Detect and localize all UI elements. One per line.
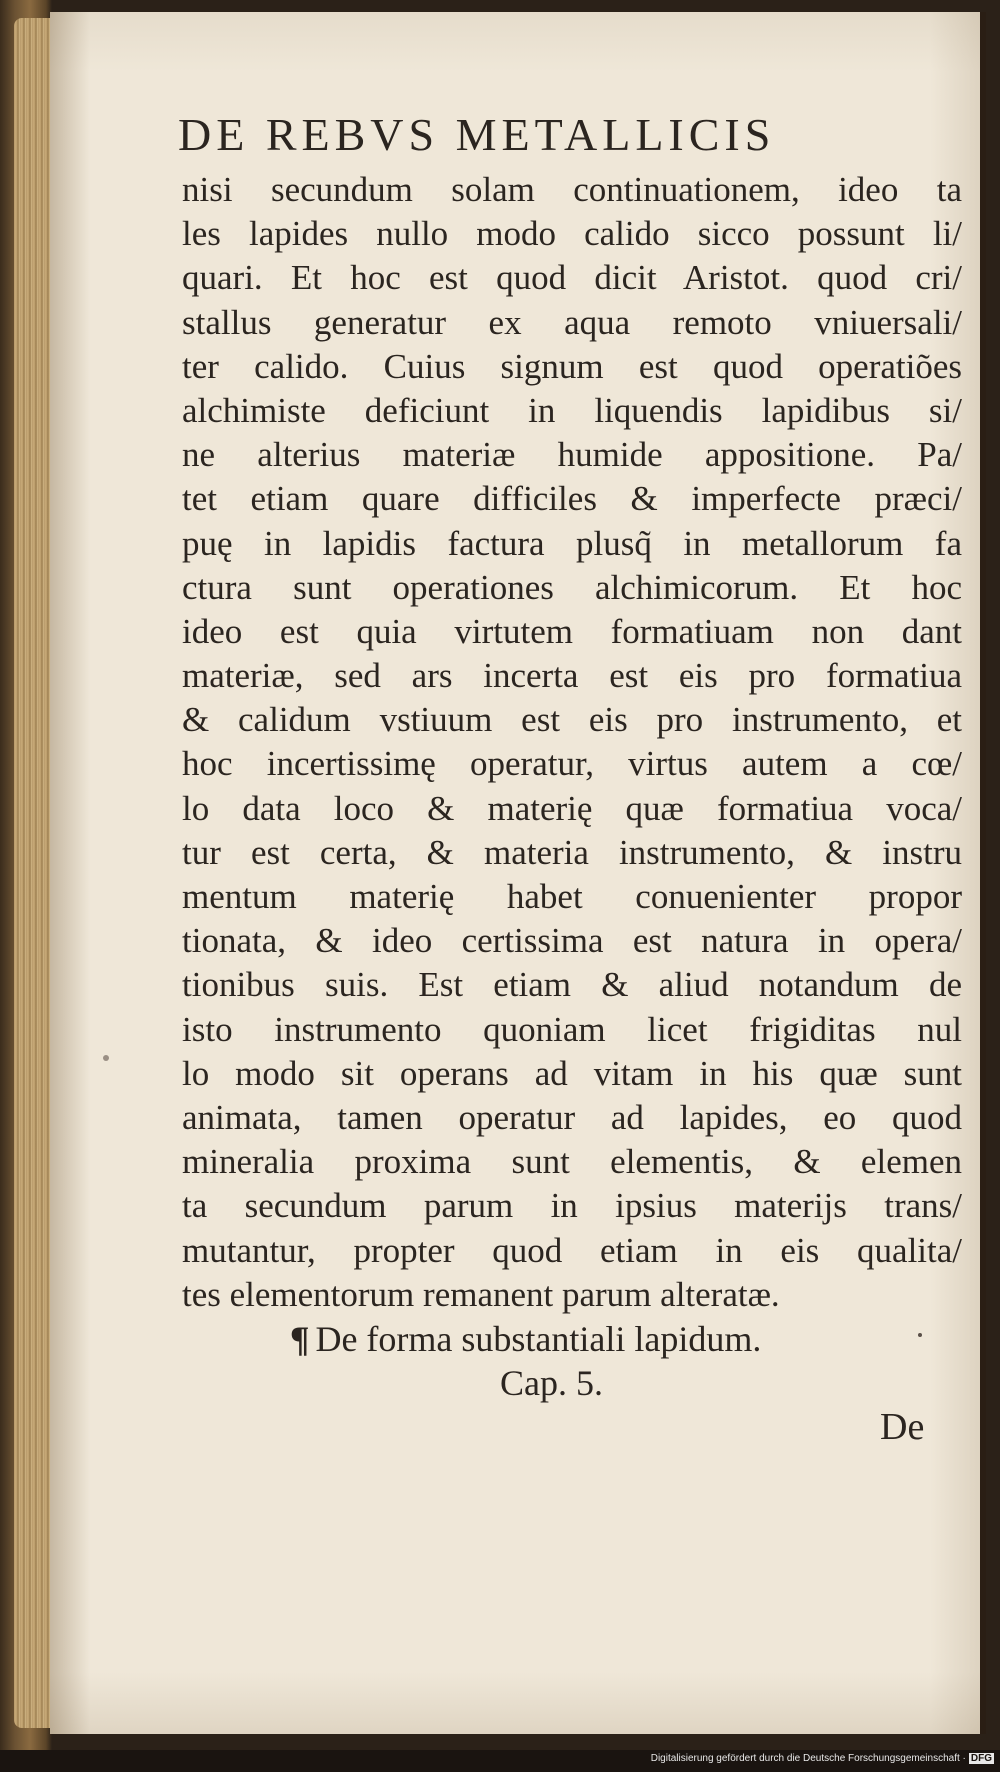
- text-line: stallus generatur ex aqua remoto vniuersali/: [182, 302, 962, 342]
- text-line: nisi secundum solam continuationem, ideo ta: [182, 170, 962, 209]
- text-line: mineralia proxima sunt elementis, & elemen: [182, 1142, 962, 1182]
- speck: [918, 1333, 922, 1337]
- book-page-edges: [14, 18, 54, 1728]
- text-line: tionata, & ideo certissima est natura in opera/: [182, 921, 962, 961]
- text-line: lo modo sit operans ad vitam in his quæ sunt: [182, 1053, 962, 1093]
- text-line: tes elementorum remanent parum alteratæ.: [182, 1274, 780, 1314]
- text-line: mentum materię habet conuenienter propor: [182, 877, 962, 916]
- text-line: quari. Et hoc est quod dicit Aristot. quod cri/: [182, 258, 962, 298]
- text-line: alchimiste deficiunt in liquendis lapidibus si/: [182, 390, 962, 430]
- text-line: lo data loco & materię quæ formatiua voca/: [182, 788, 962, 828]
- text-line: ne alterius materiæ humide appositione. Pa/: [182, 435, 962, 475]
- text-line: mutantur, propter quod etiam in eis qualita/: [182, 1230, 962, 1270]
- section-heading: [290, 1318, 761, 1360]
- text-line: tet etiam quare difficiles & imperfecte præci/: [182, 479, 962, 519]
- digitization-footer: [651, 1753, 994, 1764]
- pilcrow-mark: ¶: [290, 1319, 310, 1359]
- chapter-number: Cap. 5.: [500, 1363, 603, 1403]
- footer-text: Digitalisierung gefördert durch die Deutsche Forschungsgemeinschaft ·: [650, 1753, 966, 1764]
- text-line: ideo est quia virtutem formatiuam non dant: [182, 611, 962, 651]
- text-line: tionibus suis. Est etiam & aliud notandum de: [182, 965, 962, 1005]
- text-line: isto instrumento quoniam licet frigiditas nul: [182, 1009, 962, 1049]
- body-text: [182, 168, 962, 1317]
- text-line: animata, tamen operatur ad lapides, eo quod: [182, 1097, 962, 1137]
- text-line: les lapides nullo modo calido sicco possunt li/: [182, 214, 962, 254]
- section-title: De forma substantiali lapidum.: [315, 1319, 762, 1359]
- text-line: puę in lapidis factura plusq̃ in metallorum fa: [182, 523, 962, 563]
- running-head: DE REBVS METALLICIS: [178, 109, 776, 160]
- speck: [103, 1055, 109, 1061]
- text-line: tur est certa, & materia instrumento, & instru: [182, 832, 962, 872]
- text-line: materiæ, sed ars incerta est eis pro formatiua: [182, 656, 962, 696]
- text-line: & calidum vstiuum est eis pro instrumento, et: [182, 700, 962, 740]
- text-line: ta secundum parum in ipsius materijs trans/: [182, 1186, 962, 1226]
- text-line: hoc incertissimę operatur, virtus autem a cœ/: [182, 744, 962, 784]
- text-line: ter calido. Cuius signum est quod operatiões: [182, 346, 962, 386]
- dfg-logo: DFG: [970, 1753, 992, 1764]
- catchword: De: [880, 1406, 925, 1448]
- text-line: ctura sunt operationes alchimicorum. Et hoc: [182, 567, 962, 607]
